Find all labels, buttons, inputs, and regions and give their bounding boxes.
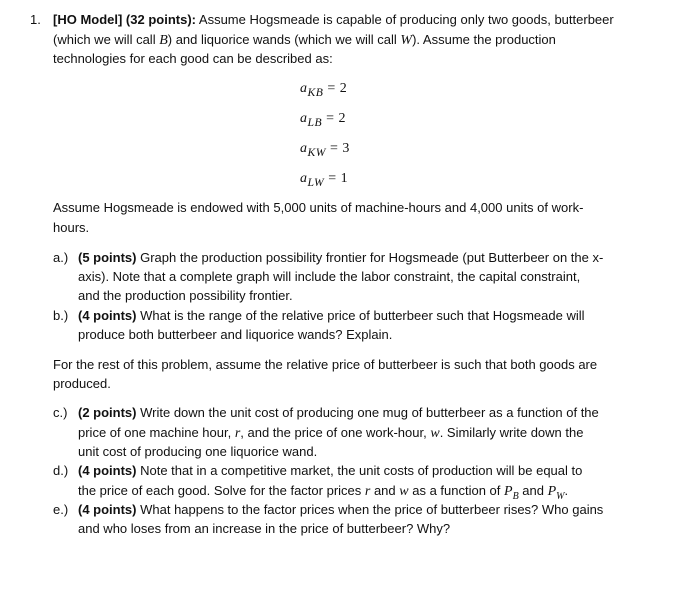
eq-var: a	[300, 141, 308, 156]
equation-alb	[300, 111, 346, 129]
part-e-points: (4 points)	[78, 502, 137, 517]
part-c-line2	[78, 423, 583, 443]
part-d-text: the price of each good. Solve for the factor prices	[78, 483, 365, 498]
price-pw-sub: W	[556, 490, 565, 502]
variable-r: r	[364, 484, 371, 499]
part-c-points: (2 points)	[78, 405, 137, 420]
part-d-text: and	[370, 483, 400, 498]
variable-w: w	[399, 484, 409, 499]
eq-var: a	[300, 81, 308, 96]
part-d-points: (4 points)	[78, 463, 137, 478]
eq-rhs: = 3	[329, 141, 350, 156]
eq-rhs: = 1	[328, 171, 349, 186]
eq-var: a	[300, 111, 308, 126]
part-c-label: c.)	[53, 405, 68, 420]
eq-sub: KW	[307, 145, 326, 159]
price-pw: P	[547, 484, 557, 499]
part-d-text: Note that in a competitive market, the unit costs of production will be equal to	[136, 463, 583, 478]
variable-w: W	[400, 33, 413, 48]
price-pb: P	[504, 484, 513, 499]
rest-line1: For the rest of this problem, assume the relative price of butterbeer is such that both goods are	[53, 357, 598, 372]
part-e-line1	[78, 500, 603, 519]
part-c-line3: unit cost of producing one liquorice wand.	[78, 444, 318, 459]
part-b-line2: produce both butterbeer and liquorice wands? Explain.	[78, 327, 393, 342]
part-b-label: b.)	[53, 308, 69, 323]
intro-text-part: (which we will call	[53, 32, 160, 47]
eq-rhs: = 2	[326, 111, 347, 126]
eq-rhs: = 2	[327, 81, 348, 96]
part-a-points: (5 points)	[78, 250, 137, 265]
problem-intro-line3: technologies for each good can be described as:	[53, 51, 333, 66]
part-b-line1	[78, 306, 585, 325]
part-d-label: d.)	[53, 463, 69, 478]
eq-sub: LW	[307, 175, 325, 189]
eq-sub: LB	[307, 115, 323, 129]
problem-intro-line1	[53, 10, 614, 29]
variable-b: B	[159, 33, 168, 48]
part-c-line1	[78, 403, 599, 422]
endowment-line2: hours.	[53, 220, 90, 235]
part-a-label: a.)	[53, 250, 69, 265]
variable-r: r	[234, 426, 241, 441]
variable-w: w	[430, 426, 440, 441]
eq-sub: KB	[307, 85, 324, 99]
part-d-text: .	[564, 483, 569, 498]
problem-heading: [HO Model] (32 points):	[53, 12, 196, 27]
rest-line2: produced.	[53, 376, 111, 391]
equation-akb	[300, 81, 347, 99]
problem-intro-text: Assume Hogsmeade is capable of producing only two goods, butterbeer	[198, 12, 614, 27]
problem-intro-line2	[53, 30, 556, 50]
intro-text-part: ) and liquorice wands (which we will call	[167, 32, 401, 47]
part-a-line3: and the production possibility frontier.	[78, 288, 293, 303]
part-c-text: , and the price of one work-hour,	[240, 425, 431, 440]
eq-var: a	[300, 171, 308, 186]
part-a-text: Graph the production possibility frontier for Hogsmeade (put Butterbeer on the x-	[136, 250, 604, 265]
part-e-label: e.)	[53, 502, 69, 517]
part-d-text: as a function of	[408, 483, 505, 498]
part-e-line2: and who loses from an increase in the price of butterbeer? Why?	[78, 521, 451, 536]
part-b-text: What is the range of the relative price of butterbeer such that Hogsmeade will	[136, 308, 585, 323]
part-d-text: and	[518, 483, 548, 498]
price-pb-sub: B	[512, 490, 519, 502]
problem-number: 1.	[30, 12, 41, 27]
intro-text-part: ). Assume the production	[412, 32, 556, 47]
part-c-text: price of one machine hour,	[78, 425, 235, 440]
part-d-line1	[78, 461, 582, 480]
equation-alw	[300, 171, 348, 189]
equation-akw	[300, 141, 350, 159]
part-c-text: . Similarly write down the	[439, 425, 584, 440]
part-a-line2: axis). Note that a complete graph will include the labor constraint, the capital constraint,	[78, 269, 581, 284]
part-b-points: (4 points)	[78, 308, 137, 323]
part-c-text: Write down the unit cost of producing one mug of butterbeer as a function of the	[136, 405, 599, 420]
part-e-text: What happens to the factor prices when the price of butterbeer rises? Who gains	[136, 502, 604, 517]
endowment-line1: Assume Hogsmeade is endowed with 5,000 units of machine-hours and 4,000 units of work-	[53, 200, 584, 215]
part-a-line1	[78, 248, 603, 267]
